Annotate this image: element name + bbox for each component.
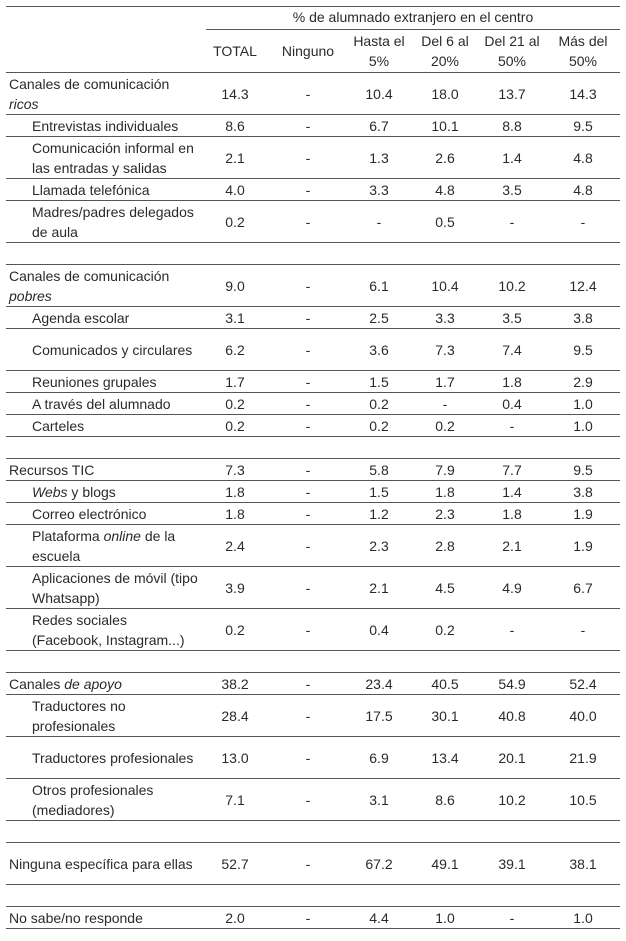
cell-value: 2.1	[200, 137, 270, 179]
cell-value: 1.8	[478, 371, 546, 393]
cell-value: 4.0	[200, 179, 270, 201]
cell-value: -	[270, 371, 346, 393]
header-blank	[6, 7, 200, 73]
cell-value: 13.0	[200, 737, 270, 779]
cell-value: 38.1	[546, 843, 620, 885]
table-row	[6, 137, 620, 179]
cell-value: -	[270, 525, 346, 567]
cell-value: -	[270, 459, 346, 481]
table-row-category	[6, 265, 620, 307]
column-header-21-50: Del 21 al 50%	[478, 30, 546, 73]
cell-value: 3.1	[346, 779, 412, 821]
cell-value: 7.4	[478, 329, 546, 371]
cell-value: 5.8	[346, 459, 412, 481]
cell-value: -	[270, 329, 346, 371]
cell-value: 0.5	[412, 201, 478, 243]
cell-value: 2.5	[346, 307, 412, 329]
cell-value: 14.3	[546, 73, 620, 115]
row-label	[6, 503, 200, 525]
column-header-ninguno: Ninguno	[270, 30, 346, 73]
cell-value: -	[346, 201, 412, 243]
cell-value: 2.1	[346, 567, 412, 609]
cell-value: 0.2	[412, 415, 478, 437]
group-spacer	[6, 243, 620, 265]
cell-value: 10.4	[412, 265, 478, 307]
cell-value: -	[270, 307, 346, 329]
cell-value: 52.4	[546, 673, 620, 695]
cell-value: 7.9	[412, 459, 478, 481]
row-label-text: y blogs	[67, 483, 116, 500]
cell-value: 9.5	[546, 329, 620, 371]
table-body	[6, 73, 620, 929]
row-label	[6, 843, 200, 885]
table-row	[6, 329, 620, 371]
table-row	[6, 481, 620, 503]
row-label-text: de apoyo	[64, 675, 122, 692]
column-header-total: TOTAL	[200, 30, 270, 73]
cell-value: 4.5	[412, 567, 478, 609]
cell-value: 8.6	[200, 115, 270, 137]
row-label	[6, 415, 200, 437]
cell-value: -	[270, 673, 346, 695]
table-row	[6, 695, 620, 737]
cell-value: 1.5	[346, 481, 412, 503]
row-label-text: Carteles	[32, 417, 85, 434]
row-label	[6, 393, 200, 415]
table-row	[6, 115, 620, 137]
table-row-category	[6, 843, 620, 885]
row-label	[6, 179, 200, 201]
cell-value: -	[478, 907, 546, 929]
row-label-text: Recursos TIC	[9, 461, 95, 478]
cell-value: 9.5	[546, 459, 620, 481]
cell-value: 6.1	[346, 265, 412, 307]
row-label	[6, 307, 200, 329]
cell-value: -	[270, 503, 346, 525]
row-label-text: Correo electrónico	[32, 505, 147, 522]
row-label	[6, 265, 200, 307]
cell-value: -	[270, 415, 346, 437]
row-label-text: de la escuela	[32, 527, 176, 564]
cell-value: -	[478, 415, 546, 437]
row-label-text: Canales de comunicación	[9, 267, 170, 284]
cell-value: 10.2	[478, 779, 546, 821]
group-spacer	[6, 885, 620, 907]
cell-value: 67.2	[346, 843, 412, 885]
cell-value: 18.0	[412, 73, 478, 115]
cell-value: 1.9	[546, 525, 620, 567]
row-label-text: Redes sociales (Facebook, Instagram...)	[32, 611, 185, 648]
cell-value: 7.1	[200, 779, 270, 821]
cell-value: -	[270, 779, 346, 821]
table-row	[6, 307, 620, 329]
row-label-text: Webs	[32, 483, 68, 500]
cell-value: 21.9	[546, 737, 620, 779]
row-label-text: Agenda escolar	[32, 309, 130, 326]
cell-value: 49.1	[412, 843, 478, 885]
cell-value: 1.0	[546, 393, 620, 415]
cell-value: 13.4	[412, 737, 478, 779]
cell-value: 0.2	[200, 415, 270, 437]
table-row-category	[6, 459, 620, 481]
table-row-category	[6, 907, 620, 929]
group-spacer	[6, 437, 620, 459]
row-label-text: Plataforma	[32, 527, 104, 544]
row-label-text: Entrevistas individuales	[32, 117, 179, 134]
cell-value: 6.7	[346, 115, 412, 137]
table-row	[6, 779, 620, 821]
row-label-text: Canales	[9, 675, 65, 692]
cell-value: 8.6	[412, 779, 478, 821]
row-label-text: No sabe/no responde	[9, 909, 143, 926]
cell-value: -	[270, 737, 346, 779]
cell-value: 4.4	[346, 907, 412, 929]
cell-value: 3.3	[346, 179, 412, 201]
cell-value: 2.3	[412, 503, 478, 525]
cell-value: -	[270, 907, 346, 929]
cell-value: 0.2	[200, 393, 270, 415]
cell-value: 1.8	[478, 503, 546, 525]
cell-value: 4.9	[478, 567, 546, 609]
cell-value: 1.7	[200, 371, 270, 393]
table-row	[6, 371, 620, 393]
cell-value: 2.1	[478, 525, 546, 567]
cell-value: 3.9	[200, 567, 270, 609]
cell-value: -	[270, 695, 346, 737]
cell-value: 10.1	[412, 115, 478, 137]
row-label	[6, 459, 200, 481]
cell-value: 28.4	[200, 695, 270, 737]
group-spacer	[6, 651, 620, 673]
cell-value: 6.9	[346, 737, 412, 779]
row-label	[6, 371, 200, 393]
row-label	[6, 137, 200, 179]
column-header-mas-50: Más del 50%	[546, 30, 620, 73]
cell-value: -	[270, 567, 346, 609]
cell-value: -	[270, 609, 346, 651]
cell-value: 1.0	[412, 907, 478, 929]
cell-value: 6.7	[546, 567, 620, 609]
cell-value: -	[270, 843, 346, 885]
table-row	[6, 503, 620, 525]
table-row	[6, 179, 620, 201]
cell-value: 52.7	[200, 843, 270, 885]
cell-value: 1.8	[200, 481, 270, 503]
row-label-text: Reuniones grupales	[32, 373, 157, 390]
cell-value: 3.8	[546, 307, 620, 329]
cell-value: 40.8	[478, 695, 546, 737]
cell-value: 4.8	[412, 179, 478, 201]
results-table	[6, 6, 620, 929]
table-row	[6, 567, 620, 609]
cell-value: 0.2	[346, 393, 412, 415]
row-label	[6, 115, 200, 137]
row-label	[6, 907, 200, 929]
cell-value: 1.8	[412, 481, 478, 503]
cell-value: 4.8	[546, 137, 620, 179]
row-label-text: Otros profesionales (mediadores)	[32, 781, 154, 818]
cell-value: -	[270, 137, 346, 179]
cell-value: 2.9	[546, 371, 620, 393]
cell-value: 7.3	[412, 329, 478, 371]
row-label-text: Aplicaciones de móvil (tipo Whatsapp)	[32, 569, 198, 606]
cell-value: 1.4	[478, 481, 546, 503]
cell-value: 7.3	[200, 459, 270, 481]
column-header-6-20: Del 6 al 20%	[412, 30, 478, 73]
table-row	[6, 201, 620, 243]
cell-value: 13.7	[478, 73, 546, 115]
cell-value: 30.1	[412, 695, 478, 737]
cell-value: 3.6	[346, 329, 412, 371]
cell-value: 2.3	[346, 525, 412, 567]
cell-value: 3.8	[546, 481, 620, 503]
cell-value: 0.2	[200, 609, 270, 651]
cell-value: 1.7	[412, 371, 478, 393]
cell-value: 2.0	[200, 907, 270, 929]
row-label	[6, 779, 200, 821]
cell-value: 1.0	[546, 415, 620, 437]
row-label-text: A través del alumnado	[32, 395, 171, 412]
row-label	[6, 329, 200, 371]
cell-value: 4.8	[546, 179, 620, 201]
row-label-text: Traductores profesionales	[32, 749, 194, 766]
cell-value: -	[270, 73, 346, 115]
table-row	[6, 525, 620, 567]
cell-value: 40.5	[412, 673, 478, 695]
cell-value: 7.7	[478, 459, 546, 481]
cell-value: -	[270, 481, 346, 503]
group-spacer	[6, 821, 620, 843]
cell-value: -	[478, 201, 546, 243]
cell-value: 0.2	[346, 415, 412, 437]
cell-value: 17.5	[346, 695, 412, 737]
cell-value: 0.2	[200, 201, 270, 243]
row-label	[6, 481, 200, 503]
cell-value: -	[412, 393, 478, 415]
cell-value: -	[270, 265, 346, 307]
cell-value: 1.2	[346, 503, 412, 525]
cell-value: -	[546, 201, 620, 243]
row-label	[6, 673, 200, 695]
cell-value: 1.0	[546, 907, 620, 929]
row-label-text: Canales de comunicación	[9, 75, 170, 92]
cell-value: 3.5	[478, 307, 546, 329]
cell-value: 1.9	[546, 503, 620, 525]
row-label-text: Llamada telefónica	[32, 181, 150, 198]
cell-value: 0.4	[346, 609, 412, 651]
row-label	[6, 609, 200, 651]
row-label-text: online	[103, 527, 141, 544]
cell-value: 9.5	[546, 115, 620, 137]
table-row	[6, 415, 620, 437]
cell-value: 10.4	[346, 73, 412, 115]
cell-value: 40.0	[546, 695, 620, 737]
cell-value: 23.4	[346, 673, 412, 695]
row-label	[6, 525, 200, 567]
row-label-text: pobres	[9, 287, 52, 304]
row-label-text: Ninguna específica para ellas	[9, 855, 193, 872]
cell-value: 9.0	[200, 265, 270, 307]
cell-value: 38.2	[200, 673, 270, 695]
cell-value: -	[270, 201, 346, 243]
row-label	[6, 73, 200, 115]
cell-value: 3.5	[478, 179, 546, 201]
column-group-title: % de alumnado extranjero en el centro	[206, 7, 620, 30]
table-row	[6, 393, 620, 415]
table-row-category	[6, 73, 620, 115]
cell-value: 1.4	[478, 137, 546, 179]
row-label	[6, 567, 200, 609]
cell-value: 1.5	[346, 371, 412, 393]
row-label	[6, 695, 200, 737]
row-label-text: Comunicados y circulares	[32, 341, 193, 358]
cell-value: 1.8	[200, 503, 270, 525]
table-row	[6, 737, 620, 779]
cell-value: -	[546, 609, 620, 651]
cell-value: 12.4	[546, 265, 620, 307]
cell-value: 0.4	[478, 393, 546, 415]
cell-value: 8.8	[478, 115, 546, 137]
row-label-text: Traductores no profesionales	[32, 697, 126, 734]
row-label-text: Comunicación informal en las entradas y salidas	[32, 139, 194, 176]
row-label-text: Madres/padres delegados de aula	[32, 203, 194, 240]
cell-value: 14.3	[200, 73, 270, 115]
cell-value: 10.5	[546, 779, 620, 821]
cell-value: 3.1	[200, 307, 270, 329]
cell-value: 3.3	[412, 307, 478, 329]
row-label-text: ricos	[9, 95, 39, 112]
cell-value: 20.1	[478, 737, 546, 779]
cell-value: 2.8	[412, 525, 478, 567]
cell-value: 2.4	[200, 525, 270, 567]
table-row	[6, 609, 620, 651]
cell-value: 10.2	[478, 265, 546, 307]
cell-value: -	[478, 609, 546, 651]
row-label	[6, 201, 200, 243]
table-row-category	[6, 673, 620, 695]
cell-value: 39.1	[478, 843, 546, 885]
cell-value: 0.2	[412, 609, 478, 651]
cell-value: 2.6	[412, 137, 478, 179]
cell-value: 1.3	[346, 137, 412, 179]
cell-value: -	[270, 115, 346, 137]
cell-value: -	[270, 179, 346, 201]
cell-value: -	[270, 393, 346, 415]
row-label	[6, 737, 200, 779]
cell-value: 54.9	[478, 673, 546, 695]
cell-value: 6.2	[200, 329, 270, 371]
column-header-hasta-5: Hasta el 5%	[346, 30, 412, 73]
